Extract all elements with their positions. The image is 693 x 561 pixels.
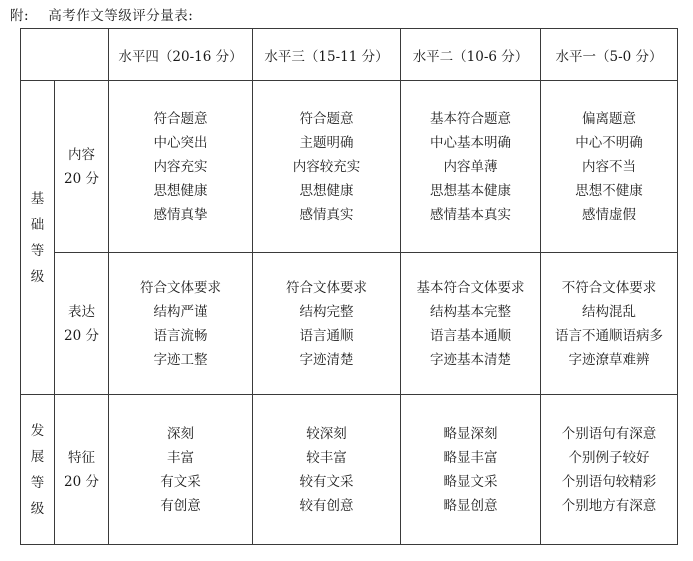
criterion-label-content: 内容 20 分 [55,81,109,253]
table-row-expression [21,253,678,395]
grading-table [20,28,678,545]
group-label-basic: 基 础 等 级 [21,81,55,395]
expression-level-4: 符合文体要求 结构严谨 语言流畅 字迹工整 [109,253,253,395]
features-level-4: 深刻 丰富 有文采 有创意 [109,395,253,545]
level-header-1: 水平一（5-0 分） [541,29,678,81]
content-level-3: 符合题意 主题明确 内容较充实 思想健康 感情真实 [253,81,401,253]
features-level-1: 个别语句有深意 个别例子较好 个别语句较精彩 个别地方有深意 [541,395,678,545]
expression-level-1: 不符合文体要求 结构混乱 语言不通顺语病多 字迹潦草难辨 [541,253,678,395]
level-header-2: 水平二（10-6 分） [401,29,541,81]
level-header-3: 水平三（15-11 分） [253,29,401,81]
features-level-3: 较深刻 较丰富 较有文采 较有创意 [253,395,401,545]
header-row [21,29,678,81]
content-level-1: 偏离题意 中心不明确 内容不当 思想不健康 感情虚假 [541,81,678,253]
table-row-features [21,395,678,545]
expression-level-3: 符合文体要求 结构完整 语言通顺 字迹清楚 [253,253,401,395]
expression-level-2: 基本符合文体要求 结构基本完整 语言基本通顺 字迹基本清楚 [401,253,541,395]
criterion-label-expression: 表达 20 分 [55,253,109,395]
content-level-2: 基本符合题意 中心基本明确 内容单薄 思想基本健康 感情基本真实 [401,81,541,253]
features-level-2: 略显深刻 略显丰富 略显文采 略显创意 [401,395,541,545]
corner-cell [21,29,109,81]
level-header-4: 水平四（20-16 分） [109,29,253,81]
table-row-content [21,81,678,253]
criterion-label-features: 特征 20 分 [55,395,109,545]
group-label-development: 发 展 等 级 [21,395,55,545]
caption-prefix: 附: [10,8,30,24]
table-caption [10,4,193,24]
caption-title: 高考作文等级评分量表: [48,8,194,24]
content-level-4: 符合题意 中心突出 内容充实 思想健康 感情真挚 [109,81,253,253]
